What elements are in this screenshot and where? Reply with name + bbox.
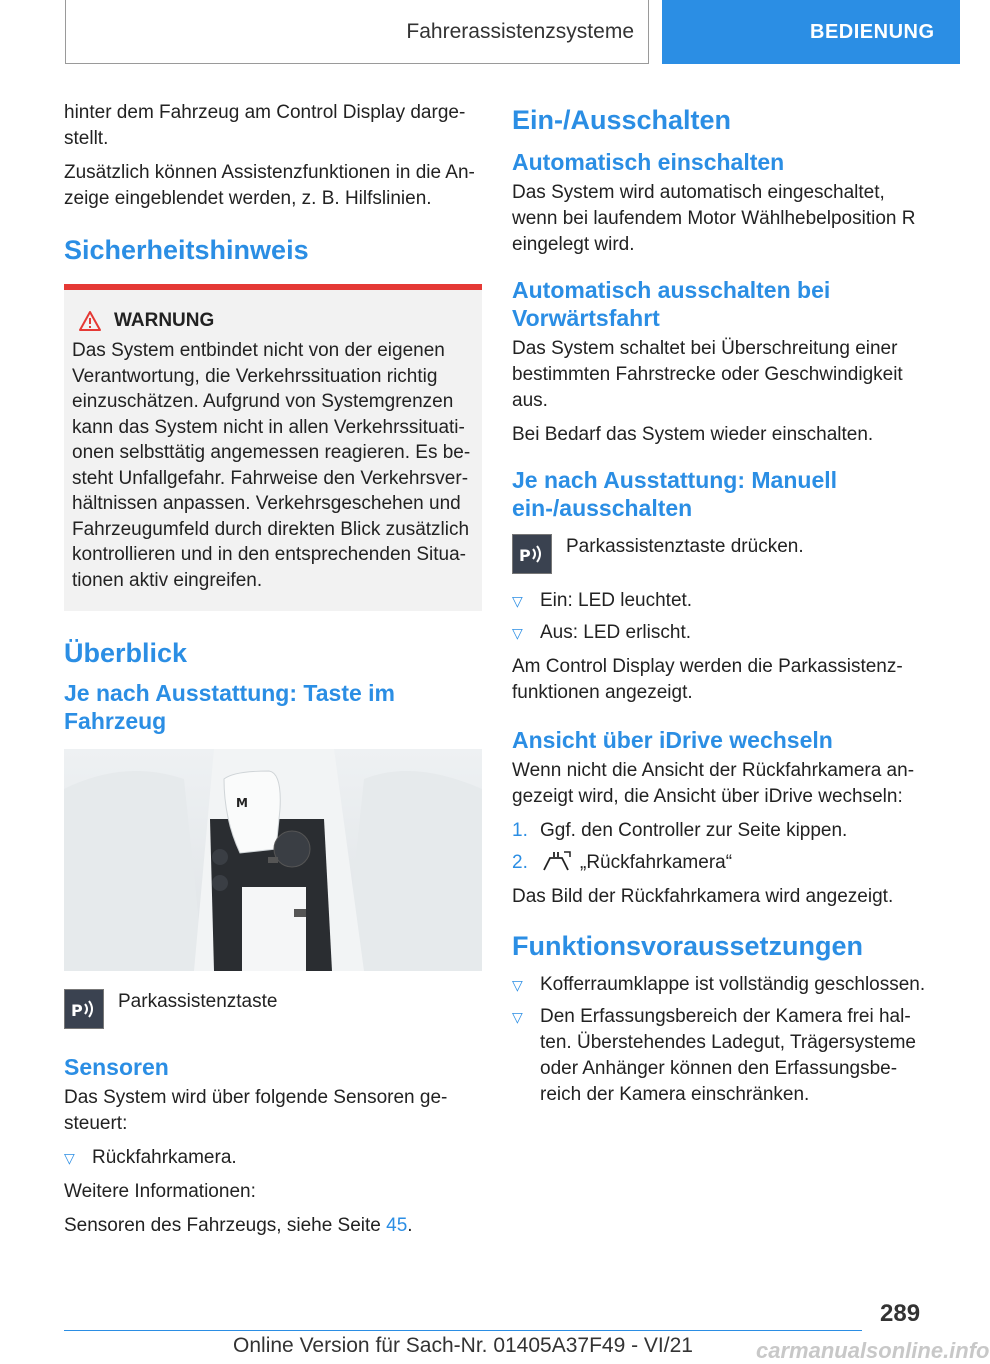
- center-console-photo: [64, 749, 482, 971]
- safety-heading: Sicherheitshinweis: [64, 235, 309, 265]
- sensors-text: Das System wird über folgende Sensoren ge- steuert:: [64, 1087, 448, 1134]
- list-item-text: Rückfahrkamera.: [92, 1147, 237, 1168]
- triangle-bullet-icon: ▽: [512, 625, 523, 641]
- watermark: carmanualsonline.info: [756, 1338, 990, 1363]
- rear-camera-icon: [540, 850, 572, 872]
- list-item: [512, 620, 932, 646]
- header-section: [65, 0, 649, 64]
- header-section-label: Fahrerassistenzsysteme: [406, 19, 634, 43]
- intro-paragraph-2: Zusätzlich können Assistenzfunktionen in die An- zeige eingeblendet werden, z. B. Hilfslinien.: [64, 162, 475, 209]
- view-heading: Ansicht über iDrive wechseln: [512, 727, 833, 753]
- warning-icon: [78, 310, 102, 332]
- view-after: Das Bild der Rückfahrkamera wird angezeigt.: [512, 886, 894, 907]
- park-assist-icon: [64, 989, 104, 1029]
- step-text: Ggf. den Controller zur Seite kippen.: [540, 820, 848, 841]
- step-number: 2.: [512, 852, 528, 873]
- list-item-text: Den Erfassungsbereich der Kamera frei hal- ten. Überstehendes Ladegut, Trägersysteme oder Anhänger können den Erfassungsbe- reich der Kamera einschränken.: [540, 1006, 917, 1105]
- onoff-heading: Ein-/Ausschalten: [512, 105, 732, 135]
- header-chapter: [662, 0, 960, 64]
- button-label: Parkassistenztaste: [118, 991, 278, 1012]
- requirements-list: [512, 972, 932, 1108]
- center-console-illustration: [64, 749, 482, 971]
- warning-box: [64, 284, 482, 611]
- button-legend: [64, 989, 482, 1029]
- list-item-text: Aus: LED erlischt.: [540, 622, 691, 643]
- view-text: Wenn nicht die Ansicht der Rückfahrkamera an- gezeigt wird, die Ansicht über iDrive wechseln:: [512, 760, 915, 807]
- manual-heading: Je nach Ausstattung: Manuell ein-/ausschalten: [512, 467, 838, 521]
- svg-text:P: P: [519, 546, 531, 565]
- list-item: [512, 972, 932, 998]
- list-item-text: Kofferraumklappe ist vollständig geschlossen.: [540, 974, 926, 995]
- left-column: [64, 100, 482, 1247]
- auto-on-heading: Automatisch einschalten: [512, 149, 785, 175]
- photo-badge-text: M: [236, 796, 248, 810]
- auto-on-text: Das System wird automatisch eingeschaltet, wenn bei laufendem Motor Wählhebelposition R eingelegt wird.: [512, 182, 916, 255]
- manual-list: [512, 588, 932, 646]
- triangle-bullet-icon: ▽: [64, 1150, 75, 1166]
- right-column: [512, 100, 932, 1116]
- list-item: [512, 1004, 932, 1108]
- manual-text: Parkassistenztaste drücken.: [566, 536, 804, 557]
- step-item: [512, 818, 932, 844]
- step-text: „Rückfahrkamera“: [580, 852, 733, 873]
- sensors-heading: Sensoren: [64, 1054, 169, 1080]
- list-item-text: Ein: LED leuchtet.: [540, 590, 693, 611]
- step-number: 1.: [512, 820, 528, 841]
- more-info: Weitere Informationen:: [64, 1181, 256, 1202]
- reference-end: .: [407, 1215, 413, 1236]
- reference-text: Sensoren des Fahrzeugs, siehe Seite: [64, 1215, 387, 1236]
- warning-text: Das System entbindet nicht von der eigenen Verantwortung, die Verkehrssituation richtig einzuschätzen. Aufgrund von Systemgrenzen kann das System nicht in allen Verkehrssituati-onen selbsttätig angemessen reagieren. Es be-steht Unfallgefahr. Fahrweise den Verkehrsver-hältnissen anpassen. Verkehrsgeschehen und Fahrzeugumfeld durch direkten Blick zusätzlich kontrollieren und in den entsprechenden Situa-tionen aktiv eingreifen.: [72, 340, 471, 591]
- sensors-list: [64, 1145, 482, 1171]
- intro-paragraph-1: hinter dem Fahrzeug am Control Display darge- stellt.: [64, 102, 466, 149]
- auto-off-text-2: Bei Bedarf das System wieder einschalten.: [512, 424, 874, 445]
- footer-text: Online Version für Sach-Nr. 01405A37F49 - VI/21: [233, 1334, 693, 1357]
- list-item: [64, 1145, 482, 1171]
- reference-page-link[interactable]: 45: [386, 1215, 408, 1236]
- button-heading: Je nach Ausstattung: Taste im Fahrzeug: [64, 680, 396, 734]
- view-steps: [512, 818, 932, 876]
- header-chapter-label: BEDIENUNG: [810, 20, 935, 43]
- step-item: [512, 850, 932, 876]
- triangle-bullet-icon: ▽: [512, 593, 523, 609]
- warning-title-text: WARNUNG: [114, 310, 215, 331]
- triangle-bullet-icon: ▽: [512, 1009, 523, 1025]
- auto-off-heading: Automatisch ausschalten bei Vorwärtsfahrt: [512, 277, 831, 331]
- triangle-bullet-icon: ▽: [512, 977, 523, 993]
- manual-instruction: [512, 534, 932, 574]
- park-assist-icon: [512, 534, 552, 574]
- warning-title: [72, 310, 474, 332]
- footer-divider: [64, 1330, 862, 1331]
- page-number: 289: [880, 1300, 921, 1327]
- auto-off-text: Das System schaltet bei Überschreitung einer bestimmten Fahrstrecke oder Geschwindigkeit aus.: [512, 338, 903, 411]
- requirements-heading: Funktionsvoraussetzungen: [512, 931, 864, 961]
- manual-after: Am Control Display werden die Parkassistenz- funktionen angezeigt.: [512, 656, 903, 703]
- svg-text:P: P: [71, 1001, 83, 1020]
- list-item: [512, 588, 932, 614]
- reference: [64, 1213, 482, 1239]
- overview-heading: Überblick: [64, 638, 188, 668]
